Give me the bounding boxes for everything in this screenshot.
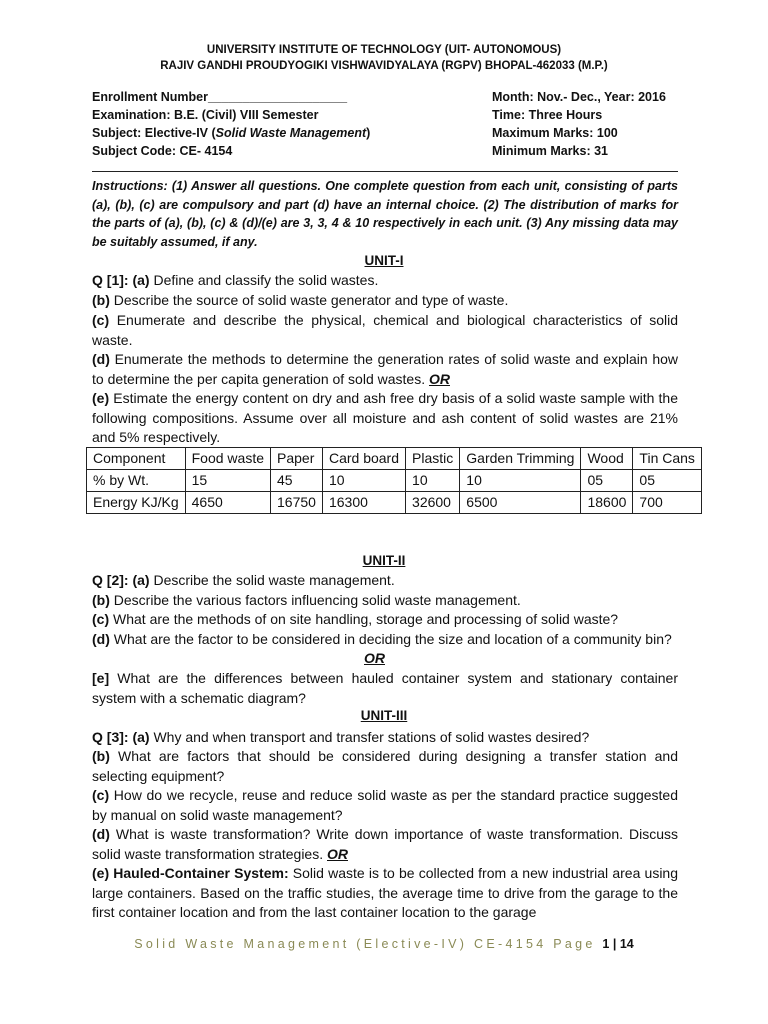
q2a: Q [2]: (a) Describe the solid waste management. — [92, 572, 395, 588]
table-cell: 32600 — [406, 492, 460, 514]
university-name: UNIVERSITY INSTITUTE OF TECHNOLOGY (UIT- AUTONOMOUS) — [206, 44, 562, 56]
divider — [92, 171, 678, 172]
q1d: (d) Enumerate the methods to determine the generation rates of solid waste and explain how to determine the per capita generation of sold wastes. OR — [92, 351, 678, 387]
table-cell: 4650 — [185, 492, 270, 514]
affiliation: RAJIV GANDHI PROUDYOGIKI VISHWAVIDYALAYA (RGPV) BHOPAL-462033 (M.P.) — [160, 60, 608, 72]
q2b: (b) Describe the various factors influencing solid waste management. — [92, 592, 521, 608]
table-cell: 16750 — [271, 492, 323, 514]
table-header-cell: Food waste — [185, 448, 270, 470]
q3c: (c) How do we recycle, reuse and reduce solid waste as per the standard practice suggested by manual on solid waste management? — [92, 787, 678, 823]
minimum-marks: Minimum Marks: 31 — [492, 144, 609, 158]
q2c: (c) What are the methods of on site handling, storage and processing of solid waste? — [92, 611, 619, 627]
table-cell: 10 — [322, 470, 405, 492]
q1e: (e) Estimate the energy content on dry and ash free dry basis of a solid waste sample with the following compositions. Assume over all moisture and ash content of solid wastes are 21% and 5% respectively. — [92, 390, 678, 445]
examination: Examination: B.E. (Civil) VIII Semester — [92, 108, 319, 122]
table-header-cell: Garden Trimming — [460, 448, 581, 470]
unit-1-heading: UNIT-I — [364, 253, 404, 268]
q2d: (d) What are the factor to be considered in deciding the size and location of a community bin? — [92, 631, 672, 647]
subject-code: Subject Code: CE- 4154 — [92, 144, 233, 158]
month-year: Month: Nov.- Dec., Year: 2016 — [492, 90, 666, 104]
table-cell: 05 — [633, 470, 702, 492]
table-row — [87, 470, 702, 492]
or-separator: OR — [364, 650, 385, 666]
table-cell: % by Wt. — [87, 470, 186, 492]
q2e: [e] What are the differences between hauled container system and stationary container system with a schematic diagram? — [92, 670, 678, 706]
table-cell: 05 — [581, 470, 633, 492]
q3d: (d) What is waste transformation? Write down importance of waste transformation. Discuss solid waste transformation strategies. OR — [92, 826, 678, 862]
unit-3-heading: UNIT-III — [360, 708, 408, 723]
table-header-cell: Wood — [581, 448, 633, 470]
time: Time: Three Hours — [492, 108, 603, 122]
subject: Subject: Elective-IV (Solid Waste Management) — [92, 126, 371, 140]
table-row — [87, 492, 702, 514]
page-footer: Solid Waste Management (Elective-IV) CE-4154 Page 1 | 14 — [134, 937, 634, 951]
table-header-cell: Component — [87, 448, 186, 470]
instructions: Instructions: (1) Answer all questions. One complete question from each unit, consisting of parts (a), (b), (c) are compulsory and part (d) have an internal choice. (2) The distribution of marks for the parts of (a), (b), (c) & (d)/(e) are 3, 3, 4 & 10 respectively in each unit. (3) Any missing data may be suitably assumed, if any. — [92, 179, 678, 249]
q3b: (b) What are factors that should be considered during designing a transfer station and selecting equipment? — [92, 748, 678, 784]
unit-2-heading: UNIT-II — [362, 553, 406, 568]
table-header-cell: Card board — [322, 448, 405, 470]
q3e: (e) Hauled-Container System: Solid waste is to be collected from a new industrial area using large containers. Based on the traffic studies, the average time to drive from the garage to the first container location and from the last container location to the garage — [92, 865, 679, 920]
composition-table — [86, 447, 702, 514]
table-cell: 18600 — [581, 492, 633, 514]
table-cell: 6500 — [460, 492, 581, 514]
q1b: (b) Describe the source of solid waste generator and type of waste. — [92, 292, 509, 308]
table-header-cell: Plastic — [406, 448, 460, 470]
q1c: (c) Enumerate and describe the physical, chemical and biological characteristics of solid waste. — [92, 312, 679, 348]
q1a: Q [1]: (a) Define and classify the solid wastes. — [92, 272, 379, 288]
table-cell: 45 — [271, 470, 323, 492]
enrollment-label: Enrollment Number____________________ — [92, 90, 348, 104]
table-cell: Energy KJ/Kg — [87, 492, 186, 514]
table-cell: 10 — [460, 470, 581, 492]
table-cell: 16300 — [322, 492, 405, 514]
table-header-row — [87, 448, 702, 470]
table-header-cell: Paper — [271, 448, 323, 470]
q3a: Q [3]: (a) Why and when transport and transfer stations of solid wastes desired? — [92, 729, 590, 745]
table-header-cell: Tin Cans — [633, 448, 702, 470]
table-cell: 700 — [633, 492, 702, 514]
table-cell: 15 — [185, 470, 270, 492]
maximum-marks: Maximum Marks: 100 — [492, 126, 618, 140]
table-cell: 10 — [406, 470, 460, 492]
